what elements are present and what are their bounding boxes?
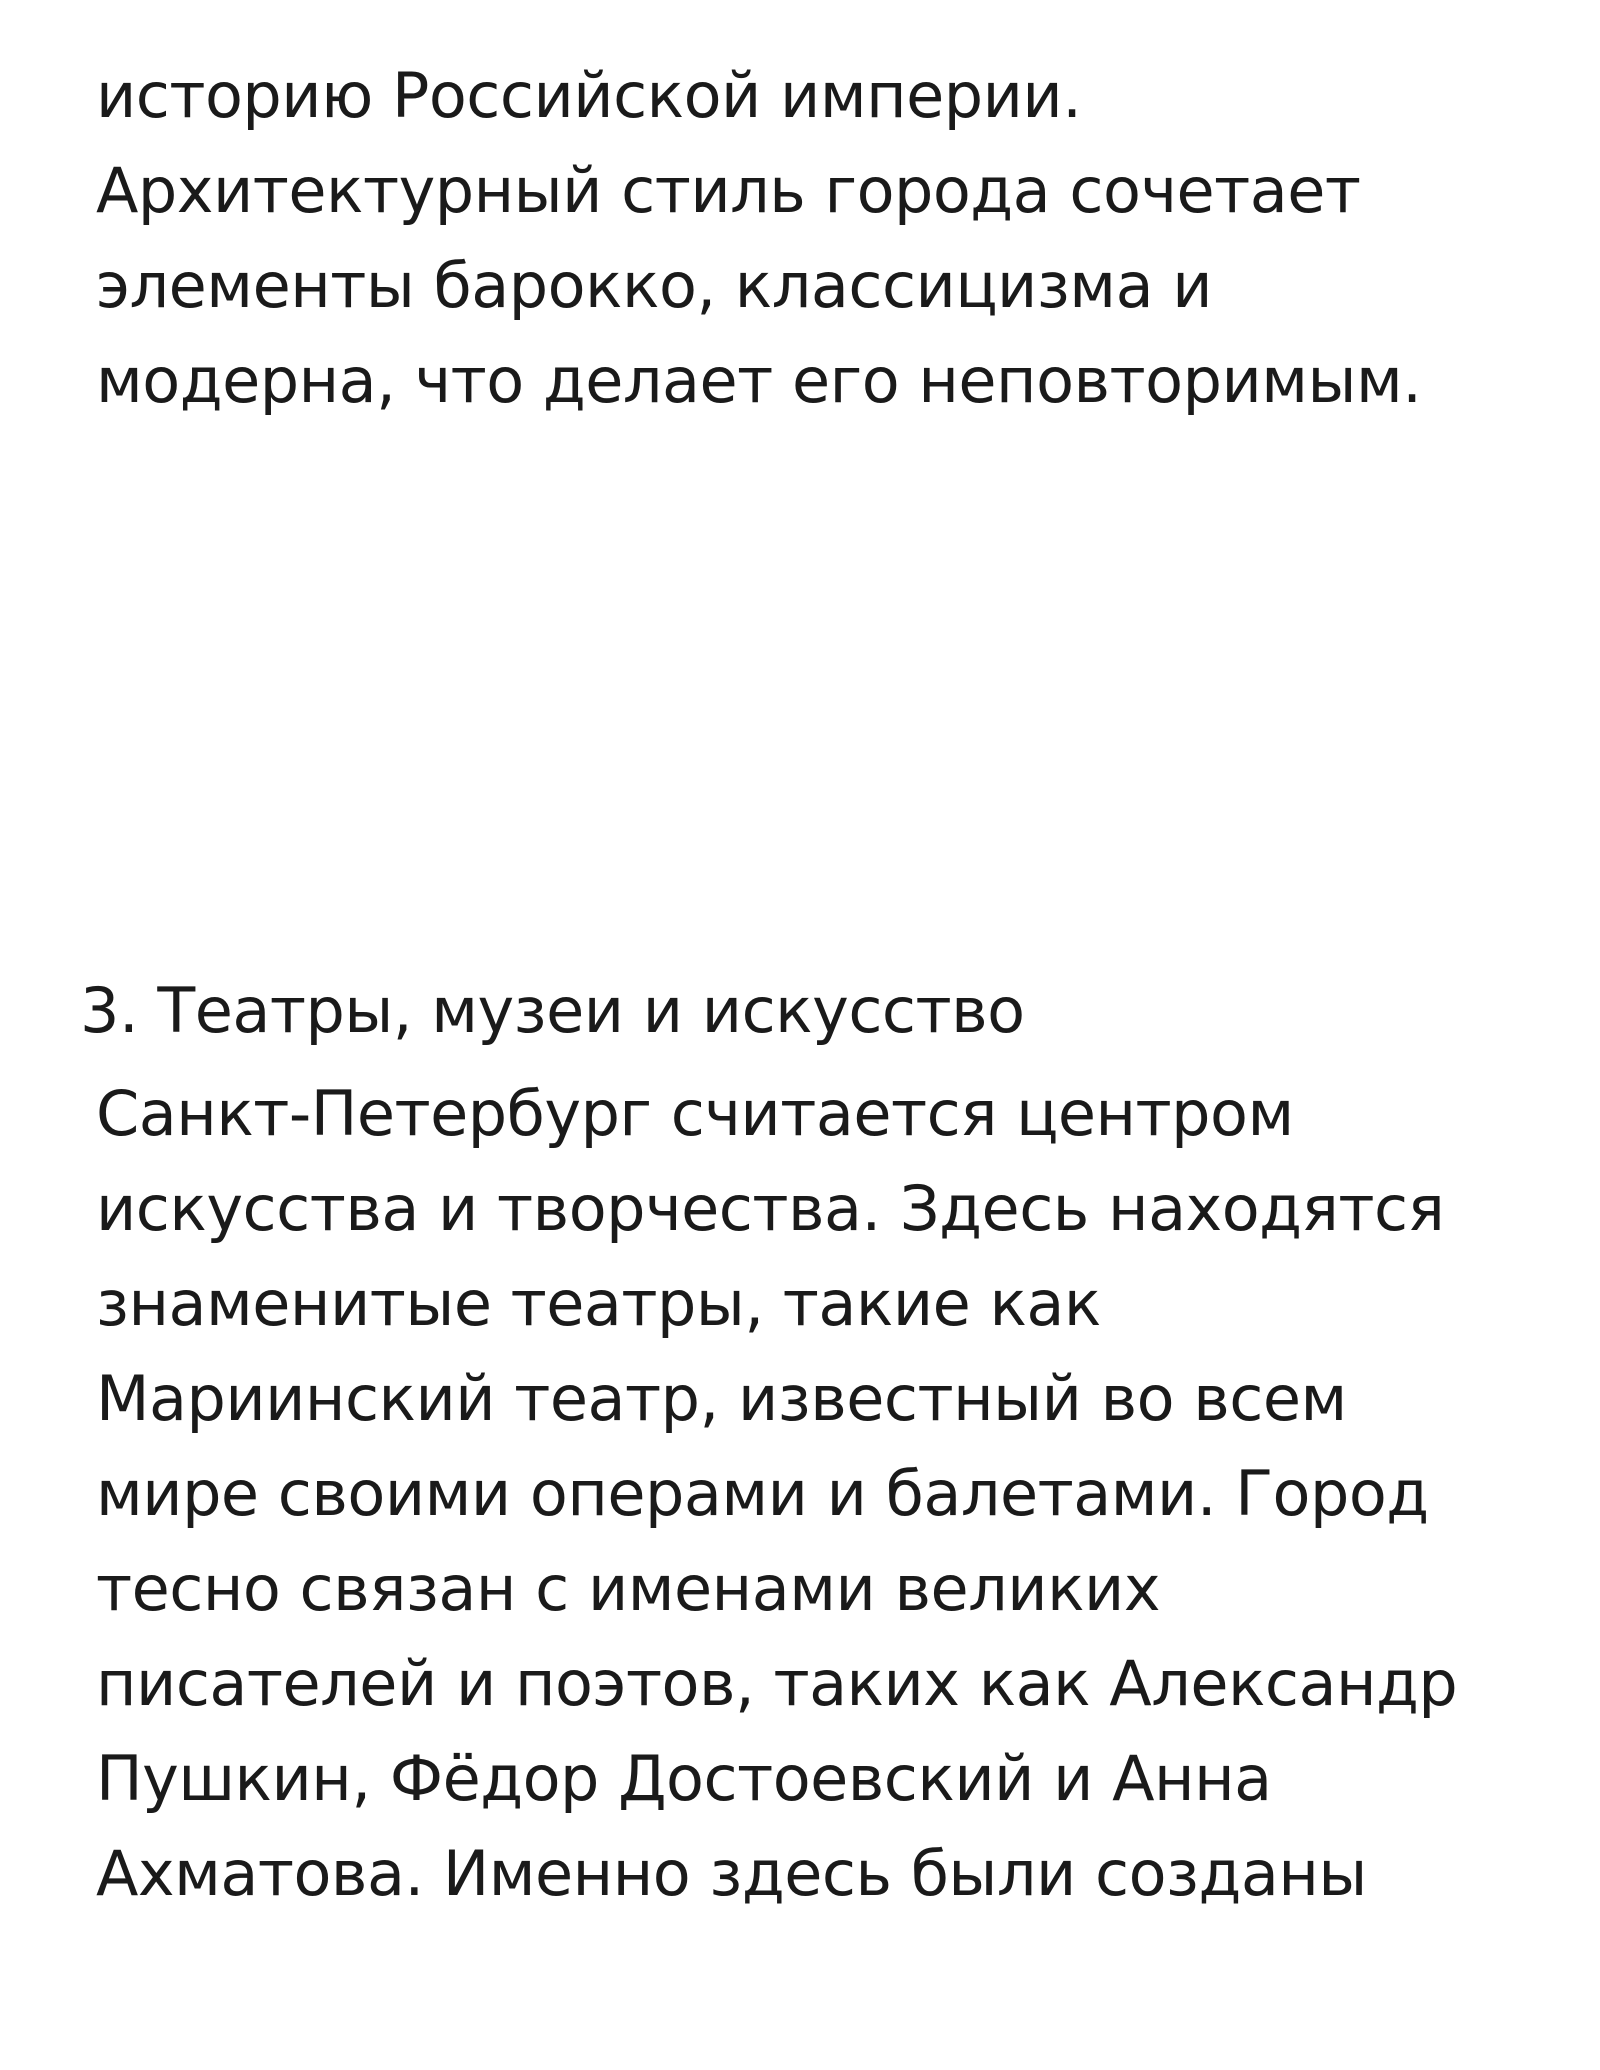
paragraph-line: Санкт-Петербург считается центром (96, 1077, 1294, 1150)
paragraph-line: мире своими операми и балетами. Город (96, 1457, 1429, 1530)
intro-paragraph (96, 48, 1421, 428)
paragraph-line: Архитектурный стиль города сочетает (96, 154, 1361, 227)
paragraph-line: Ахматова. Именно здесь были созданы (96, 1837, 1367, 1910)
section-heading: 3. Театры, музеи и искусство (80, 974, 1025, 1047)
paragraph-line: Мариинский театр, известный во всем (96, 1362, 1347, 1435)
paragraph-line: Пушкин, Фёдор Достоевский и Анна (96, 1742, 1272, 1815)
paragraph-line: тесно связан с именами великих (96, 1552, 1161, 1625)
paragraph-line: писателей и поэтов, таких как Александр (96, 1647, 1458, 1720)
paragraph-line: историю Российской империи. (96, 59, 1082, 132)
section-paragraph (96, 1066, 1457, 1921)
paragraph-line: искусства и творчества. Здесь находятся (96, 1172, 1445, 1245)
paragraph-line: знаменитые театры, такие как (96, 1267, 1101, 1340)
paragraph-line: модерна, что делает его неповторимым. (96, 344, 1422, 417)
paragraph-line: элементы барокко, классицизма и (96, 249, 1213, 322)
